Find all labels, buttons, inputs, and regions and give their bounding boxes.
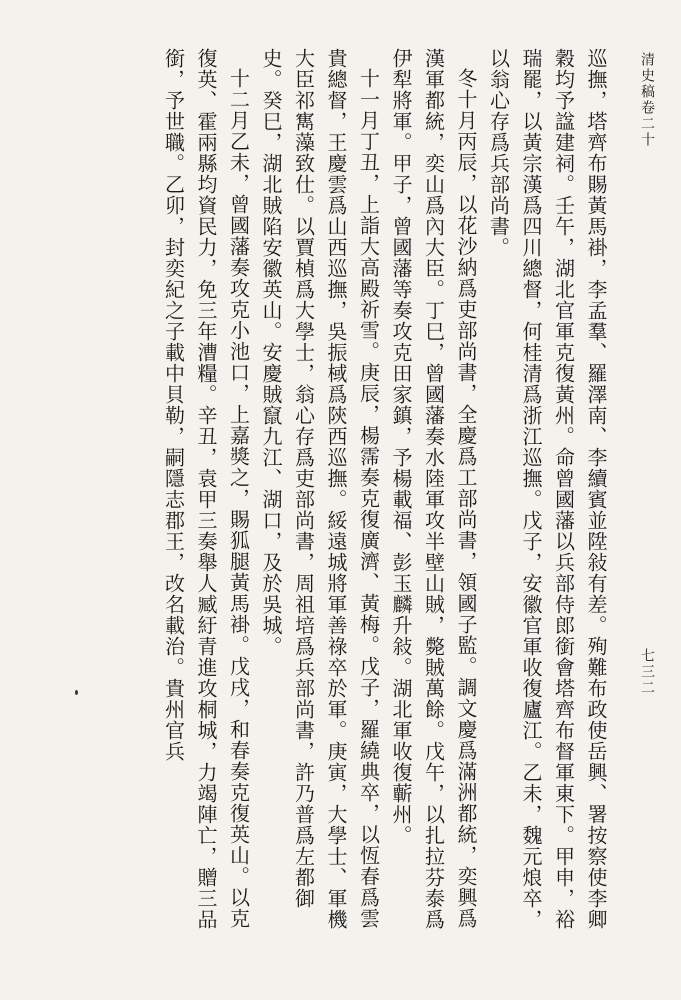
- page-number: 七三二: [639, 648, 655, 696]
- paragraph-2: 冬十月丙辰，以花沙納爲吏部尚書，全慶爲工部尚書，領國子監。調文慶爲滿洲都統，奕興爲漢軍都統，奕山爲內大臣。丁巳，曾國藩奏水陸軍攻半壁山賊，斃賊萬餘。戊午，以扎拉芬泰爲伊犁將軍。甲子，曾國藩等奏攻克田家鎮，予楊載福、彭玉麟升敍。湖北軍收復蘄州。: [389, 48, 478, 930]
- body-text-block: [92, 48, 612, 948]
- paragraph-3: 十一月丁丑，上詣大高殿祈雪。庚辰，楊霈奏克復廣濟、黃梅。戊子，羅繞典卒，以恆春爲雲貴總督，王慶雲爲山西巡撫，吳振棫爲陝西巡撫。綏遠城將軍善祿卒於軍。庚寅，大學士、軍機大臣祁寯藻致仕。以賈楨爲大學士，翁心存爲吏部尚書，周祖培爲兵部尚書，許乃普爲左都御史。癸巳，湖北賊陷安徽英山。安慶賊竄九江、湖口，及於吳城。: [259, 48, 381, 930]
- paragraph-4: 十二月乙未，曾國藩奏攻克小池口，上嘉獎之，賜狐腿黃馬褂。戊戌，和春奏克復英山。以克復英、霍兩縣均資民力，免三年漕糧。辛丑，袁甲三奏舉人臧紆青進攻桐城，力竭陣亡，贈三品銜，予世職。乙卯，封奕紀之子載中貝勒，嗣隱志郡王，改名載治。貴州官兵: [161, 48, 251, 930]
- running-header-title: 清史稿卷二十: [639, 52, 655, 148]
- paragraph-1: 巡撫，塔齊布賜黃馬褂，李孟羣、羅澤南、李續賓並陞敍有差。殉難布政使岳興、署按察使李卿穀均予諡建祠。壬午，湖北官軍克復黃州。命曾國藩以兵部侍郎銜會塔齊布督軍東下。甲申，裕瑞罷，以黃宗漢爲四川總督，何桂清爲浙江巡撫。戊子，安徽官軍收復廬江。乙未，魏元烺卒，以翁心存爲兵部尚書。: [486, 48, 608, 930]
- scan-speck: [75, 690, 78, 695]
